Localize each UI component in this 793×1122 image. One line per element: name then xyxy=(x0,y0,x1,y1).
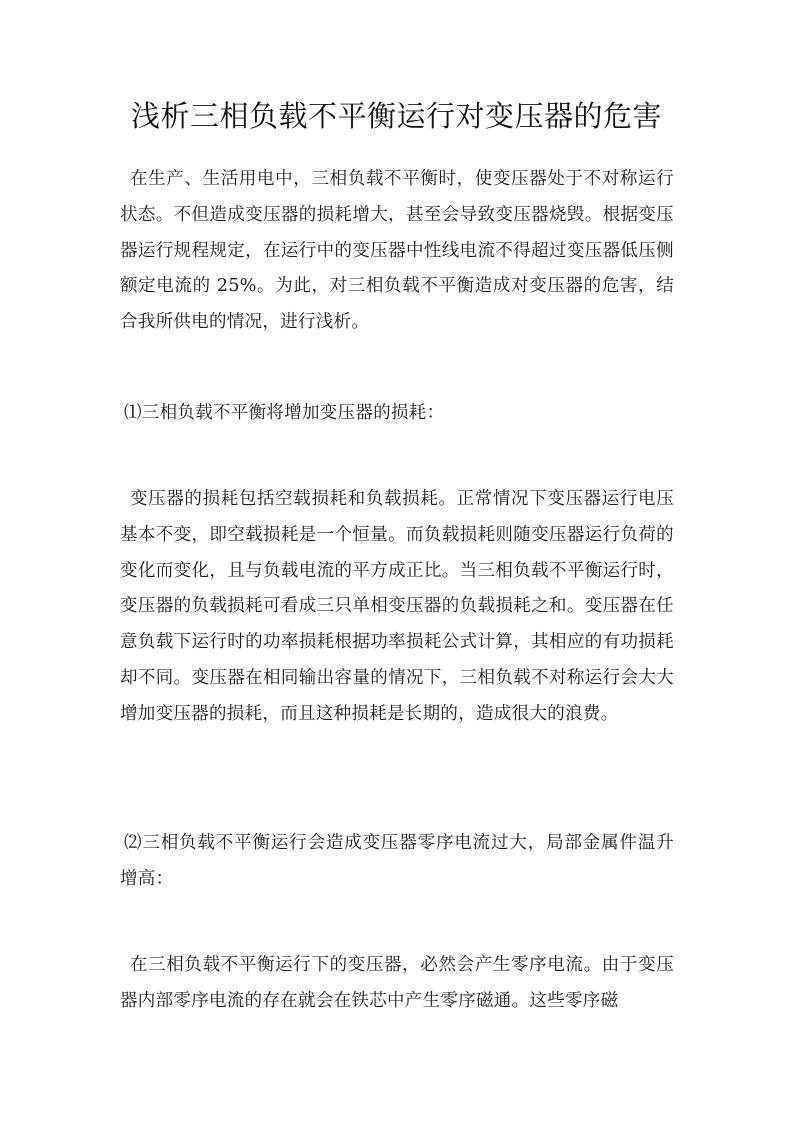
document-title: 浅析三相负载不平衡运行对变压器的危害 xyxy=(130,99,662,133)
section-heading-2: ⑵三相负载不平衡运行会造成变压器零序电流过大，局部金属件温升增高： xyxy=(120,833,674,889)
intro-paragraph: 在生产、生活用电中，三相负载不平衡时，使变压器处于不对称运行状态。不但造成变压器的损耗增大，甚至会导致变压器烧毁。根据变压器运行规程规定，在运行中的变压器中性线电流不得超过变压器低压侧额定电流的 25%。为此，对三相负载不平衡造成对变压器的危害，结合我所供电的情况，进行浅析。 xyxy=(120,169,674,333)
section-2-paragraph: 在三相负载不平衡运行下的变压器，必然会产生零序电流。由于变压器内部零序电流的存在就会在铁芯中产生零序磁通。这些零序磁 xyxy=(120,955,674,1011)
section-heading-1: ⑴三相负载不平衡将增加变压器的损耗： xyxy=(124,403,445,423)
section-1-paragraph: 变压器的损耗包括空载损耗和负载损耗。正常情况下变压器运行电压基本不变，即空载损耗是一个恒量。而负载损耗则随变压器运行负荷的变化而变化，且与负载电流的平方成正比。当三相负载不平衡运行时，变压器的负载损耗可看成三只单相变压器的负载损耗之和。变压器在任意负载下运行时的功率损耗根据功率损耗公式计算，其相应的有功损耗却不同。变压器在相同输出容量的情况下，三相负载不对称运行会大大增加变压器的损耗，而且这种损耗是长期的，造成很大的浪费。 xyxy=(120,489,674,724)
